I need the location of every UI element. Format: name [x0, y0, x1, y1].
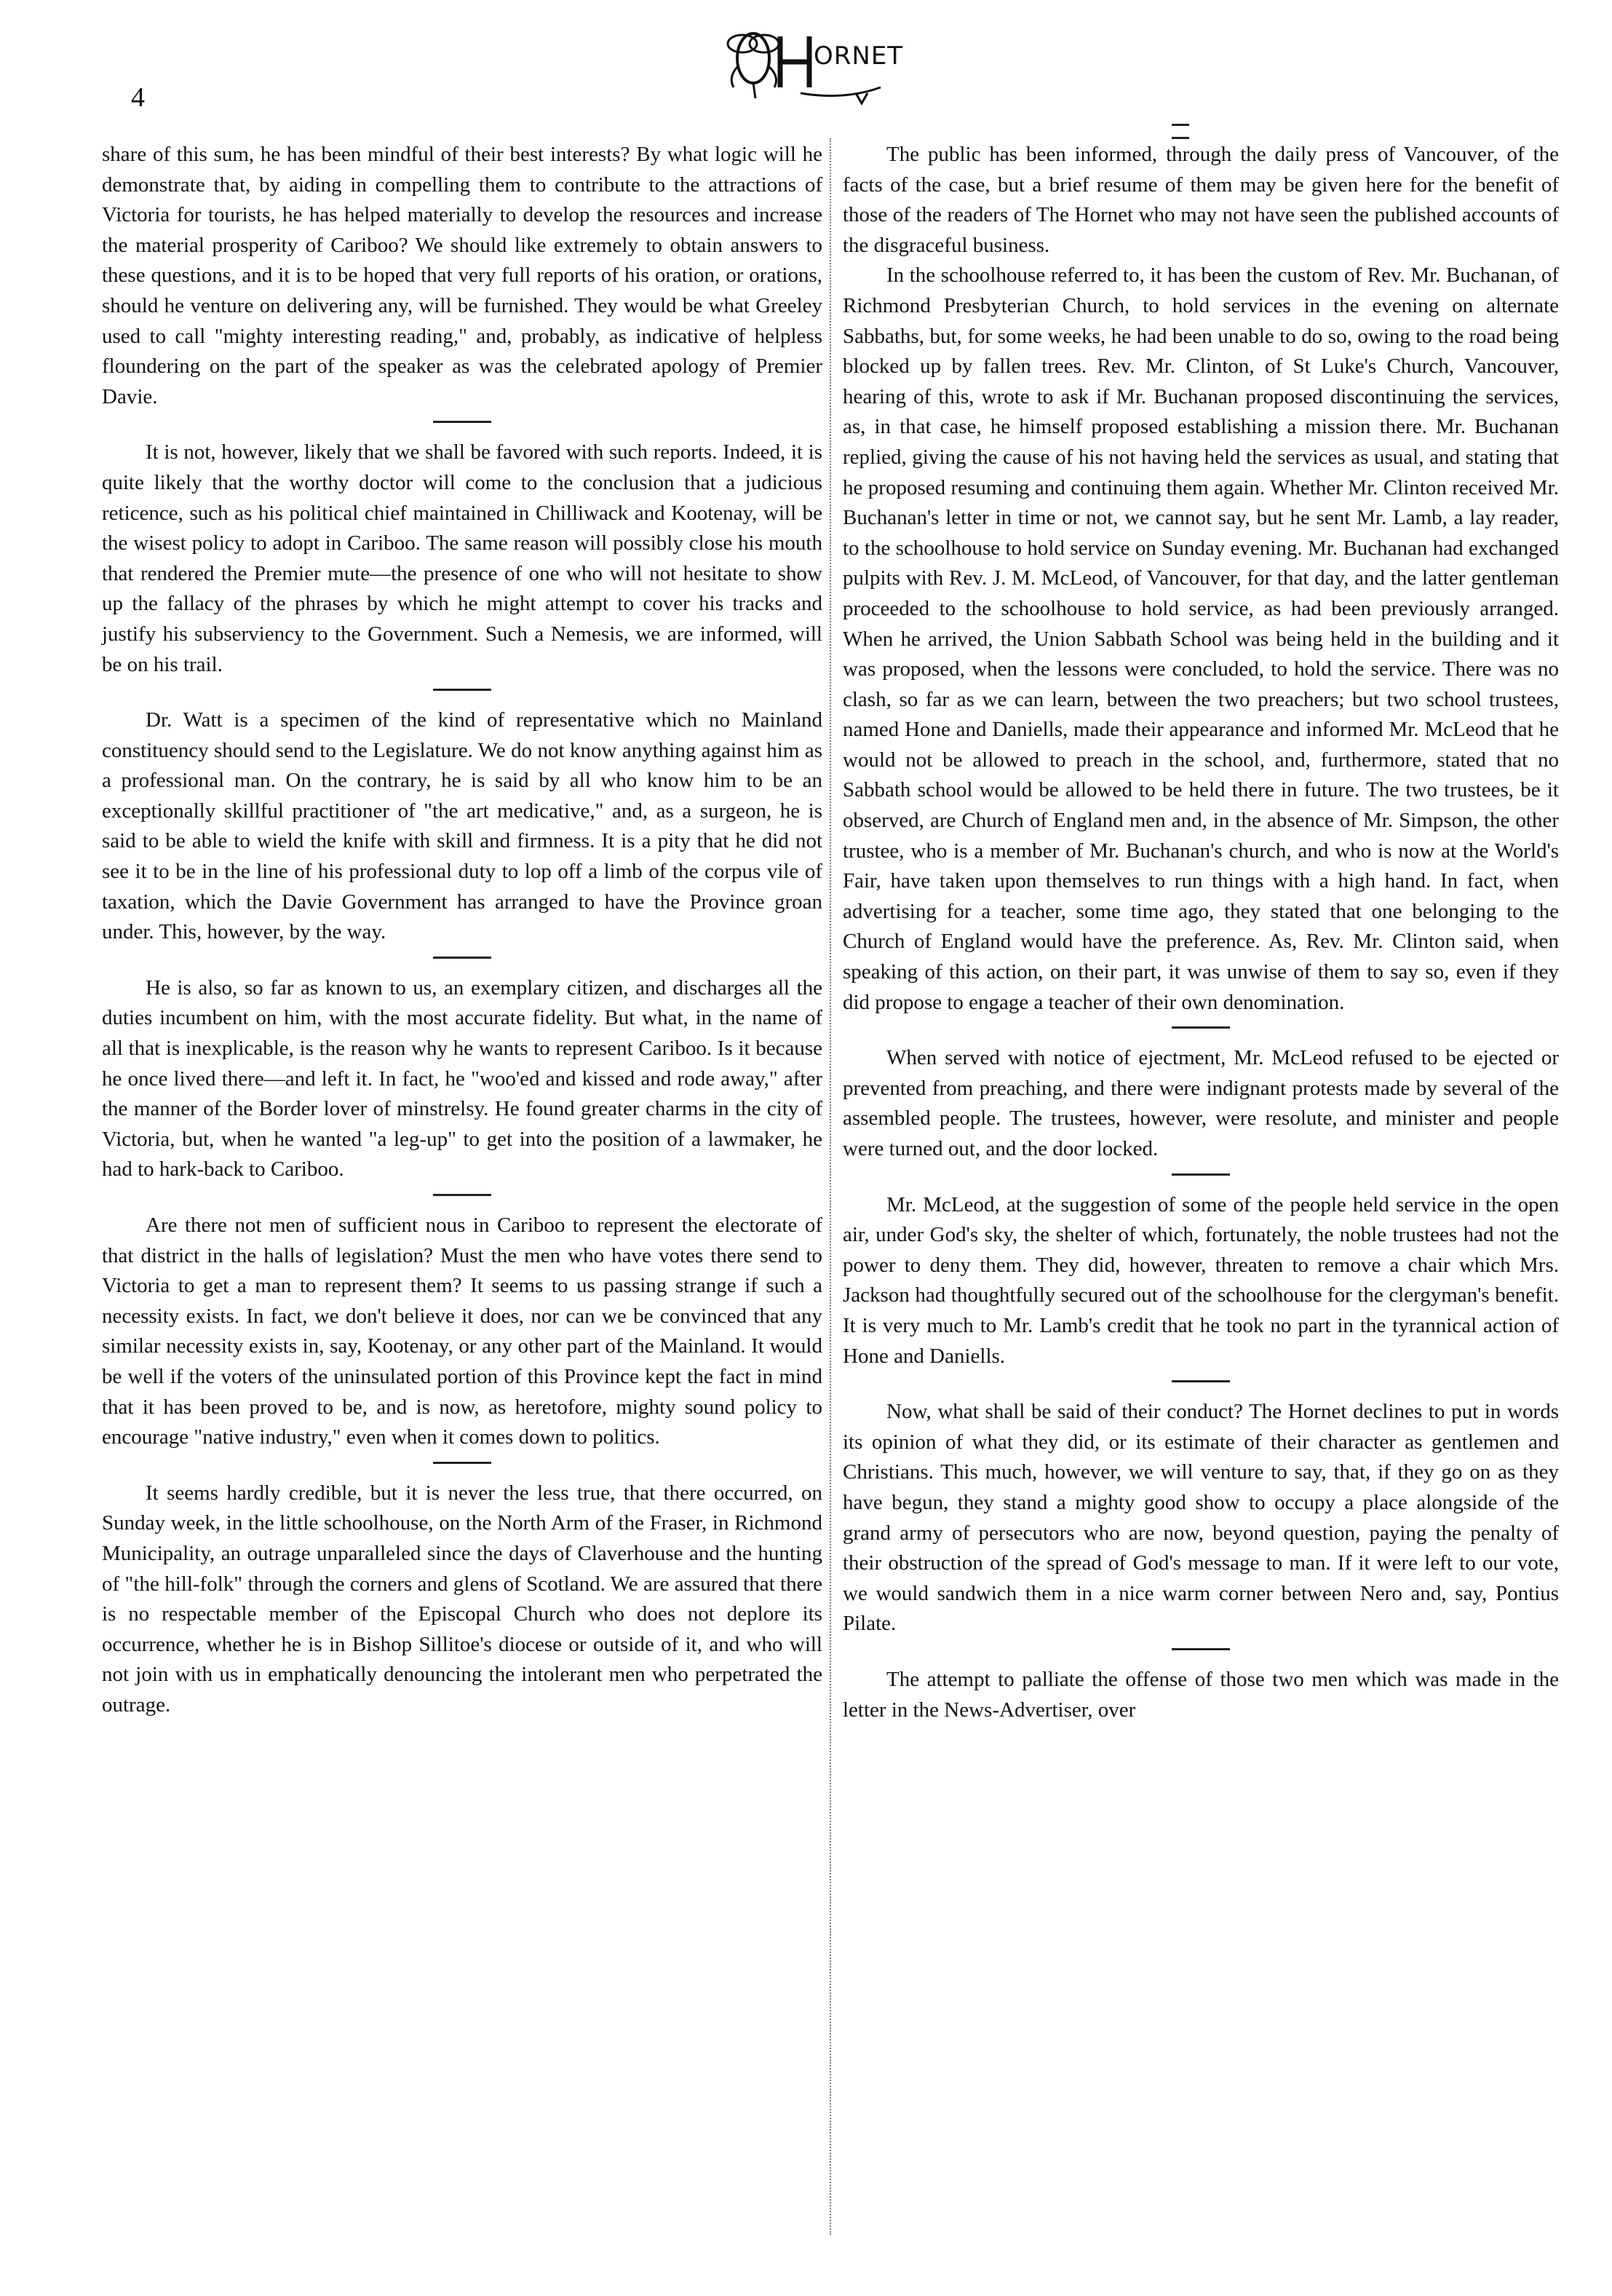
article-paragraph: share of this sum, he has been mindful of their best interests? By what logic will he demonstrate that, by aiding in compelling them to contribute to the attractions of Victoria for tourists, he has helped materially to develop the resources and increase the material prosperity of Cariboo? We should like extremely to obtain answers to these questions, and it is to be hoped that very full reports of his oration, or orations, should he venture on delivering any, will be furnished. They would be what Greeley used to call "mighty interesting reading," and, probably, as indicative of helpless floundering on the part of the speaker as was the celebrated apology of Premier Davie.: [102, 143, 822, 408]
paragraph-separator: [1172, 1648, 1230, 1650]
right-column: [843, 140, 1559, 1725]
paragraph-separator: [1172, 1380, 1230, 1382]
page-number: 4: [131, 82, 145, 113]
left-column: [102, 140, 822, 1721]
paragraph-separator: [433, 957, 491, 959]
article-paragraph: Now, what shall be said of their conduct? The Hornet declines to put in words its opinion of what they did, or its estimate of their character as gentlemen and Christians. This much, however, we will venture to say, that, if they go on as they have begun, they stand a mighty good show to occupy a place alongside of the grand army of persecutors who are now, beyond question, paying the penalty of their obstruction of the spread of God's message to man. If it were left to our vote, we would sandwich them in a nice warm corner between Nero and, say, Pontius Pilate.: [843, 1400, 1559, 1636]
article-paragraph: The public has been informed, through the daily press of Vancouver, of the facts of the case, but a brief resume of them may be given here for the benefit of those of the readers of The Hornet who may not have seen the published accounts of the disgraceful business.: [843, 143, 1559, 257]
paragraph-separator: [433, 1194, 491, 1196]
article-paragraph: It is not, however, likely that we shall be favored with such reports. Indeed, it is quite likely that the worthy doctor will come to the conclusion that a judicious reticence, such as his political chief maintained in Chilliwack and Kootenay, will be the wisest policy to adopt in Cariboo. The same reason will possibly close his mouth that rendered the Premier mute—the presence of one who will not hesitate to show up the fallacy of the phrases by which he might attempt to cover his tracks and justify his subserviency to the Government. Such a Nemesis, we are informed, will be on his trail.: [102, 440, 822, 676]
paragraph-separator: [433, 1462, 491, 1464]
article-paragraph: He is also, so far as known to us, an exemplary citizen, and discharges all the duties incumbent on him, with the most accurate fidelity. But what, in the name of all that is inexplicable, is the reason why he wants to represent Cariboo. Is it because he once lived there—and left it. In fact, he "woo'ed and kissed and rode away," after the manner of the Border lover of minstrelsy. He found greater charms in the city of Victoria, but, when he wanted "a leg-up" to get into the position of a lawmaker, he had to hark-back to Cariboo.: [102, 975, 822, 1181]
article-paragraph: In the schoolhouse referred to, it has been the custom of Rev. Mr. Buchanan, of Richmond Presbyterian Church, to hold services in the evening on alternate Sabbaths, but, for some weeks, he had been unable to do so, owing to the road being blocked up by fallen trees. Rev. Mr. Clinton, of St Luke's Church, Vancouver, hearing of this, wrote to ask if Mr. Buchanan proposed discontinuing the services, as, in that case, he himself proposed establishing a mission there. Mr. Buchanan replied, giving the cause of his not having held the services as usual, and stating that he proposed resuming and continuing them again. Whether Mr. Clinton received Mr. Buchanan's letter in time or not, we cannot say, but he sent Mr. Lamb, a lay reader, to the schoolhouse to hold service on Sunday evening. Mr. Buchanan had exchanged pulpits with Rev. J. M. McLeod, of Vancouver, for that day, and the latter gentleman proceeded to the schoolhouse to hold service, as had been previously arranged. When he arrived, the Union Sabbath School was being held in the building and it was proposed, when the lessons were concluded, to hold the service. There was no clash, so far as we can learn, between the two preachers; but two school trustees, named Hone and Daniells, made their appearance and informed Mr. McLeod that he would not be allowed to preach in the school, and, furthermore, stated that no Sabbath school would be allowed to be held there in future. The two trustees, be it observed, are Church of England men and, in the absence of Mr. Simpson, the other trustee, who is a member of Mr. Buchanan's church, and who is now at the World's Fair, have taken upon themselves to run things with a high hand. In fact, when advertising for a teacher, some time ago, they stated that one belonging to the Church of England would have the preference. As, Rev. Mr. Clinton said, when speaking of this action, on their part, it was unwise of them to say so, even if they did propose to engage a teacher of their own denomination.: [843, 264, 1559, 1014]
hornet-logo-icon: [713, 7, 932, 116]
paragraph-separator: [433, 689, 491, 691]
paragraph-separator: [433, 421, 491, 423]
article-paragraph: The attempt to palliate the offense of those two men which was made in the letter in the News-Advertiser, over: [843, 1667, 1559, 1722]
article-paragraph: Are there not men of sufficient nous in Cariboo to represent the electorate of that district in the halls of legislation? Must the men who have votes there send to Victoria to get a man to represent them? It seems to us passing strange if such a necessity exists. In fact, we don't believe it does, nor can we be convinced that any similar necessity exists in, say, Kootenay, or any other part of the Mainland. It would be well if the voters of the uninsulated portion of this Province kept the fact in mind that it has been proved to be, and is now, as heretofore, mighty sound policy to encourage "native industry," even when it comes down to politics.: [102, 1214, 822, 1449]
article-paragraph: When served with notice of ejectment, Mr. McLeod refused to be ejected or prevented from preaching, and there were indignant protests made by several of the assembled people. The trustees, however, were resolute, and minister and people were turned out, and the door locked.: [843, 1046, 1559, 1160]
svg-text:ORNET: ORNET: [814, 41, 904, 71]
hornet-masthead-logo: [713, 7, 932, 116]
paragraph-separator: [1172, 1173, 1230, 1176]
article-paragraph: It seems hardly credible, but it is never the less true, that there occurred, on Sunday week, in the little schoolhouse, on the North Arm of the Fraser, in Richmond Municipality, an outrage unparalleled since the days of Claverhouse and the hunting of "the hill-folk" through the corners and glens of Scotland. We are assured that there is no respectable member of the Episcopal Church who does not deplore its occurrence, whether he is in Bishop Sillitoe's diocese or outside of it, and who will not join with us in emphatically denouncing the intolerant men who perpetrated the outrage.: [102, 1481, 822, 1717]
article-paragraph: Mr. McLeod, at the suggestion of some of the people held service in the open air, under God's sky, the shelter of which, fortunately, the noble trustees had not the power to deny them. They did, however, threaten to remove a chair which Mrs. Jackson had thoughtfully secured out of the schoolhouse for the clergyman's benefit. It is very much to Mr. Lamb's credit that he took no part in the tyrannical action of Hone and Daniells.: [843, 1192, 1559, 1368]
column-divider: [830, 138, 831, 2235]
top-right-dashes: [1172, 116, 1259, 119]
paragraph-separator: [1172, 1026, 1230, 1029]
article-paragraph: Dr. Watt is a specimen of the kind of representative which no Mainland constituency should send to the Legislature. We do not know anything against him as a professional man. On the contrary, he is said by all who know him to be an exceptionally skillful practitioner of "the art medicative," and, as a surgeon, he is said to be able to wield the knife with skill and firmness. It is a pity that he did not see it to be in the line of his professional duty to lop off a limb of the corpus vile of taxation, which the Davie Government has arranged to have the Province groan under. This, however, by the way.: [102, 708, 822, 944]
